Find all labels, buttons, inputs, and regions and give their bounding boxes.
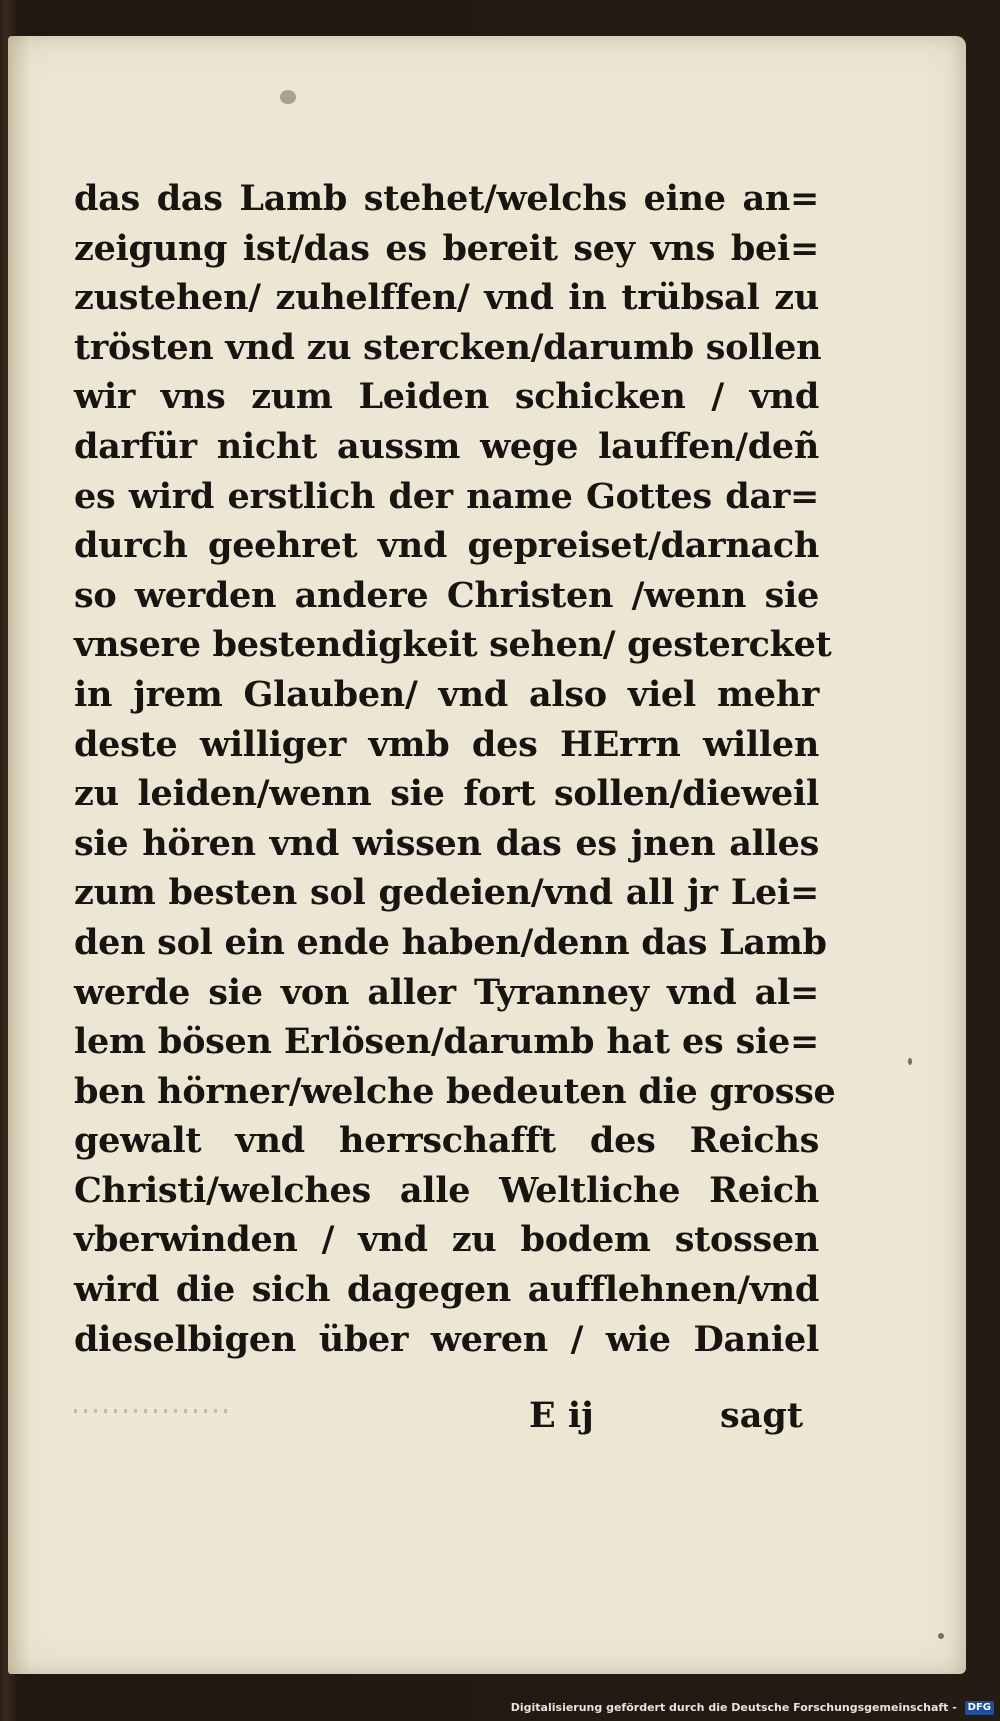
text-line: darfür nicht aussm wege lauffen/deñ bbox=[74, 425, 819, 467]
faded-mark bbox=[74, 1409, 234, 1413]
text-line: in jrem Glauben/ vnd also viel mehr bbox=[74, 673, 819, 715]
text-line: vberwinden / vnd zu bodem stossen bbox=[74, 1219, 819, 1261]
page-gutter-shadow bbox=[8, 36, 30, 1674]
text-line: deste williger vmb des HErrn willen bbox=[74, 723, 819, 765]
text-line: lem bösen Erlösen/darumb hat es sie= bbox=[74, 1021, 819, 1063]
text-line: Christi/welches alle Weltliche Reich bbox=[74, 1169, 819, 1211]
text-line: wird die sich dagegen aufflehnen/vnd bbox=[74, 1269, 819, 1311]
text-line: das das Lamb stehet/welchs eine an= bbox=[74, 178, 819, 219]
credit-text: Digitalisierung gefördert durch die Deutsche Forschungsgemeinschaft - bbox=[510, 1701, 957, 1714]
text-line: den sol ein ende haben/denn das Lamb bbox=[74, 921, 827, 963]
text-line: durch geehret vnd gepreiset/darnach bbox=[74, 525, 819, 567]
paper-speck bbox=[908, 1058, 912, 1065]
text-line: dieselbigen über weren / wie Daniel bbox=[74, 1318, 819, 1360]
page-foot-line bbox=[74, 1391, 819, 1441]
text-block bbox=[74, 174, 836, 1364]
text-line: werde sie von aller Tyranney vnd al= bbox=[74, 971, 819, 1013]
signature-mark: E ij bbox=[529, 1395, 594, 1436]
text-line: ben hörner/welche bedeuten die grosse bbox=[74, 1070, 836, 1112]
book-page bbox=[8, 36, 966, 1674]
text-line: sie hören vnd wissen das es jnen alles bbox=[74, 822, 819, 864]
text-line: gewalt vnd herrschafft des Reichs bbox=[74, 1120, 819, 1162]
text-line: zu leiden/wenn sie fort sollen/dieweil bbox=[74, 773, 819, 815]
dfg-logo: DFG bbox=[965, 1701, 994, 1715]
catchword: sagt bbox=[720, 1395, 804, 1436]
text-line: trösten vnd zu stercken/darumb sollen bbox=[74, 326, 822, 368]
text-line: zustehen/ zuhelffen/ vnd in trübsal zu bbox=[74, 277, 819, 319]
text-line: so werden andere Christen /wenn sie bbox=[74, 574, 819, 616]
ink-stain bbox=[280, 90, 296, 104]
text-line: es wird erstlich der name Gottes dar= bbox=[74, 475, 819, 517]
digitization-credit bbox=[511, 1699, 994, 1717]
paper-speck bbox=[938, 1633, 944, 1639]
text-line: zeigung ist/das es bereit sey vns bei= bbox=[74, 227, 819, 269]
text-line: vnsere bestendigkeit sehen/ gestercket bbox=[74, 624, 832, 666]
text-line: zum besten sol gedeien/vnd all jr Lei= bbox=[74, 872, 819, 914]
text-line: wir vns zum Leiden schicken / vnd bbox=[74, 376, 819, 418]
